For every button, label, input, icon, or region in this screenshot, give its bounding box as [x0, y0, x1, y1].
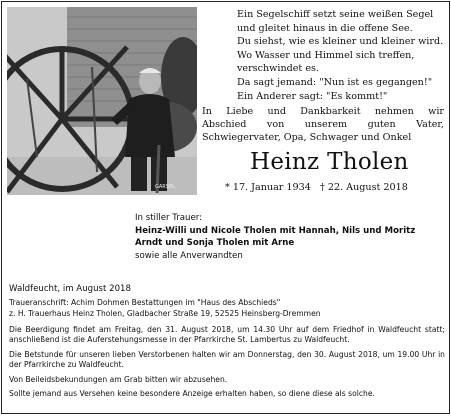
obituary-notice: [1, 1, 450, 414]
poem-line: Wo Wasser und Himmel sich treffen,: [237, 49, 415, 61]
mourners-block: [135, 212, 447, 262]
notice-burial: Die Beerdigung findet am Freitag, den 31. August 2018, um 14.30 Uhr auf dem Friedhof in Waldfeucht statt; anschließend ist die Auferstehungsmesse in der Pfarrkirche St. Lambertus zu Waldfeucht.: [9, 325, 445, 345]
poem-line: Da sagt jemand: "Nun ist es gegangen!": [237, 76, 433, 88]
mourners-heading: In stiller Trauer:: [135, 213, 203, 223]
funeral-notices: [9, 325, 445, 403]
place-date: Waldfeucht, im August 2018: [9, 284, 131, 294]
mourners-line: sowie alle Anverwandten: [135, 250, 243, 261]
intro-line: Abschied von unserem guten Vater,: [202, 119, 444, 131]
notice-prayer-hour: Die Betstunde für unseren lieben Verstorbenen halten wir am Donnerstag, den 30. August 2018, um 19.00 Uhr in der Pfarrkirche zu Waldfeucht.: [9, 349, 445, 370]
notice-condolences: Von Beileidsbekundungen am Grab bitten wir abzusehen.: [9, 374, 228, 384]
photo-signature: GARSEL: [155, 184, 175, 190]
poem-line: verschwindet es.: [237, 63, 319, 75]
address-line: Traueranschrift: Achim Dohmen Bestattungen im "Haus des Abschieds": [9, 298, 281, 307]
deceased-name: Heinz Tholen: [250, 149, 409, 175]
intro-line: In Liebe und Dankbarkeit nehmen wir: [202, 106, 444, 117]
intro-line: Schwiegervater, Opa, Schwager und Onkel: [202, 132, 412, 144]
intro-text: [202, 105, 444, 145]
life-dates: * 17. Januar 1934 † 22. August 2018: [225, 182, 408, 193]
poem: [237, 8, 449, 103]
mourners-line: Heinz-Willi und Nicole Tholen mit Hannah, Nils und Moritz: [135, 225, 416, 236]
mourners-line: Arndt und Sonja Tholen mit Arne: [135, 238, 295, 249]
poem-line: Ein Segelschiff setzt seine weißen Segel: [237, 9, 434, 20]
mourning-address: [9, 298, 447, 320]
poem-line: und gleitet hinaus in die offene See.: [237, 22, 413, 34]
address-line: z. H. Trauerhaus Heinz Tholen, Gladbacher Straße 19, 52525 Heinsberg-Dremmen: [9, 308, 321, 318]
notice-no-card: Sollte jemand aus Versehen keine besondere Anzeige erhalten haben, so diene diese als solche.: [9, 389, 375, 399]
poem-line: Du siehst, wie es kleiner und kleiner wird.: [237, 36, 444, 48]
poem-line: Ein Anderer sagt: "Es kommt!": [237, 90, 388, 102]
portrait-photo: [7, 7, 197, 195]
